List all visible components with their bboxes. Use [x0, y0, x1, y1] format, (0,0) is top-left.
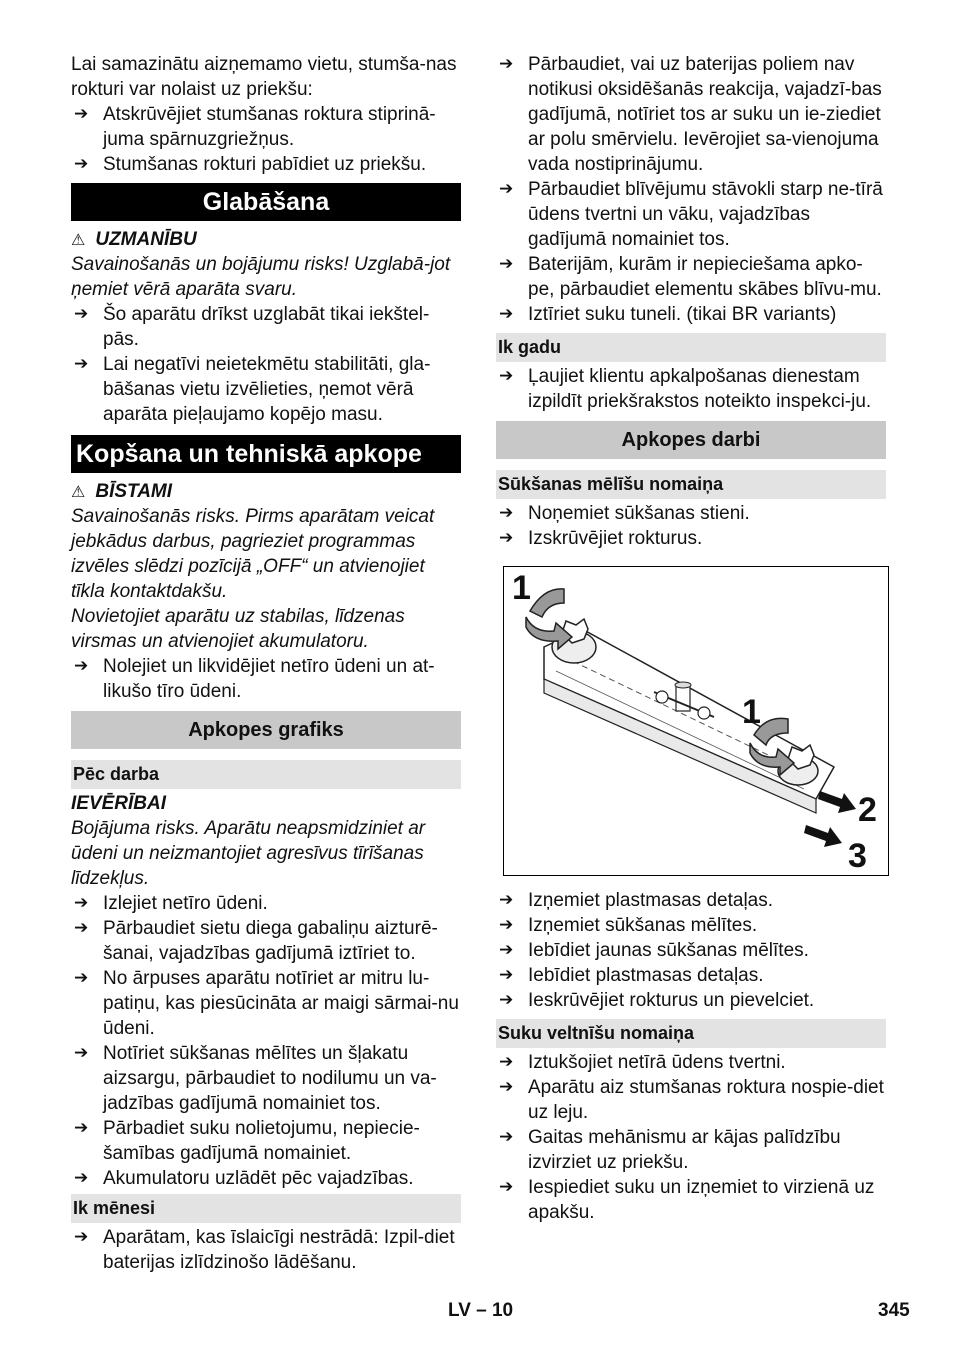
notice-label: IEVĒRĪBAI	[71, 793, 167, 814]
list-item: ➔ Aparātam, kas īslaicīgi nestrādā: Izpil-diet baterijas izlīdzinošo lādēšanu.	[71, 1225, 461, 1275]
list-item: ➔ Stumšanas rokturi pabīdiet uz priekšu.	[71, 152, 461, 177]
section-heading-care: Kopšana un tehniskā apkope	[71, 435, 461, 473]
figure-label-3: 3	[848, 837, 867, 875]
figure-label-1b: 1	[742, 693, 761, 731]
list-item: ➔ Noņemiet sūkšanas stieni.	[496, 501, 886, 526]
list-item: ➔ Nolejiet un likvidējiet netīro ūdeni un at-likušo tīro ūdeni.	[71, 654, 461, 704]
list-item: ➔ Lai negatīvi neietekmētu stabilitāti, gla-bāšanas vietu izvēlieties, ņemot vērā aparāta pieļaujamo kopējo masu.	[71, 352, 461, 427]
list-item: ➔ Ļaujiet klientu apkalpošanas dienestam izpildīt priekšrakstos noteikto inspekci-ju.	[496, 364, 886, 414]
subheading-after-work: Pēc darba	[71, 760, 461, 789]
list-item: ➔ Ieskrūvējiet rokturus un pievelciet.	[496, 988, 886, 1013]
list-item: ➔ Iebīdiet jaunas sūkšanas mēlītes.	[496, 938, 886, 963]
list-item: ➔ Iztīriet suku tuneli. (tikai BR variants)	[496, 302, 886, 327]
list-item: ➔ Atskrūvējiet stumšanas roktura stiprinā-juma spārnuzgriežņus.	[71, 102, 461, 152]
squeegee-illustration	[503, 566, 889, 876]
figure-label-2: 2	[858, 791, 877, 829]
list-item: ➔ Gaitas mehānismu ar kājas palīdzību izvirziet uz priekšu.	[496, 1125, 886, 1175]
left-column	[71, 52, 461, 1275]
subheading-monthly: Ik mēnesi	[71, 1194, 461, 1223]
list-item: ➔ Iespiediet suku un izņemiet to virzienā uz apakšu.	[496, 1175, 886, 1225]
caution-label: ⚠ UZMANĪBU	[71, 229, 197, 250]
list-item: ➔ Izskrūvējiet rokturus.	[496, 526, 886, 551]
list-item: ➔ Iebīdiet plastmasas detaļas.	[496, 963, 886, 988]
list-item: ➔ Izlejiet netīro ūdeni.	[71, 891, 461, 916]
right-column	[496, 52, 886, 1225]
list-item: ➔ Izņemiet plastmasas detaļas.	[496, 888, 886, 913]
list-item: ➔ Iztukšojiet netīrā ūdens tvertni.	[496, 1050, 886, 1075]
danger-text: Savainošanās risks. Pirms aparātam veicat jebkādus darbus, pagrieziet programmas izvēles slēdzi pozīcijā „OFF“ un atvienojiet tīkla kontaktdakšu.	[71, 506, 435, 602]
warning-triangle-icon: ⚠	[71, 230, 86, 249]
list-item: ➔ Pārbadiet suku nolietojumu, nepiecie-šamības gadījumā nomainiet.	[71, 1116, 461, 1166]
subheading-squeegee: Sūkšanas mēlīšu nomaiņa	[496, 470, 886, 499]
list-item: ➔ Aparātu aiz stumšanas roktura nospie-diet uz leju.	[496, 1075, 886, 1125]
list-item: ➔ No ārpuses aparātu notīriet ar mitru lu-patiņu, kas piesūcināta ar maigi sārmai-nu ūdeni.	[71, 966, 461, 1041]
danger-text-2: Novietojiet aparātu uz stabilas, līdzenas virsmas un atvienojiet akumulatoru.	[71, 606, 405, 652]
list-item: ➔ Šo aparātu drīkst uzglabāt tikai iekštel-pās.	[71, 302, 461, 352]
notice-text: Bojājuma risks. Aparātu neapsmidziniet ar ūdeni un neizmantojiet agresīvus tīrīšanas līdzekļus.	[71, 818, 426, 889]
danger-label: ⚠ BĪSTAMI	[71, 481, 173, 502]
intro-text: Lai samazinātu aizņemamo vietu, stumša-nas rokturi var nolaist uz priekšu:	[71, 54, 457, 100]
list-item: ➔ Notīriet sūkšanas mēlītes un šļakatu aizsargu, pārbaudiet to nodilumu un va-jadzības gadījumā nomainiet tos.	[71, 1041, 461, 1116]
list-item: ➔ Baterijām, kurām ir nepieciešama apko-pe, pārbaudiet elementu skābes blīvu-mu.	[496, 252, 886, 302]
subsection-heading-schedule: Apkopes grafiks	[71, 711, 461, 749]
suction-bar-drawing	[504, 567, 888, 875]
footer-lang-page: LV – 10	[448, 1300, 514, 1321]
list-item: ➔ Akumulatoru uzlādēt pēc vajadzības.	[71, 1166, 461, 1191]
warning-triangle-icon: ⚠	[71, 482, 86, 501]
figure-label-1a: 1	[512, 569, 531, 607]
page-number: 345	[878, 1300, 910, 1321]
list-item: ➔ Pārbaudiet blīvējumu stāvokli starp ne-tīrā ūdens tvertni un vāku, vajadzības gadījumā nomainiet tos.	[496, 177, 886, 252]
list-item: ➔ Pārbaudiet sietu diega gabaliņu aizturē-šanai, vajadzības gadījumā iztīriet to.	[71, 916, 461, 966]
caution-text: Savainošanās un bojājumu risks! Uzglabā-jot ņemiet vērā aparāta svaru.	[71, 254, 451, 300]
subsection-heading-maintenance: Apkopes darbi	[496, 421, 886, 459]
subheading-roller: Suku veltnīšu nomaiņa	[496, 1019, 886, 1048]
section-heading-storage: Glabāšana	[71, 183, 461, 221]
list-item: ➔ Izņemiet sūkšanas mēlītes.	[496, 913, 886, 938]
list-item: ➔ Pārbaudiet, vai uz baterijas poliem nav notikusi oksidēšanās reakcija, vajadzī-bas gadījumā, notīriet tos ar suku un ie-ziediet ar polu smērvielu. Ievērojiet sa-vienojuma vada nostiprinājumu.	[496, 52, 886, 177]
subheading-yearly: Ik gadu	[496, 333, 886, 362]
